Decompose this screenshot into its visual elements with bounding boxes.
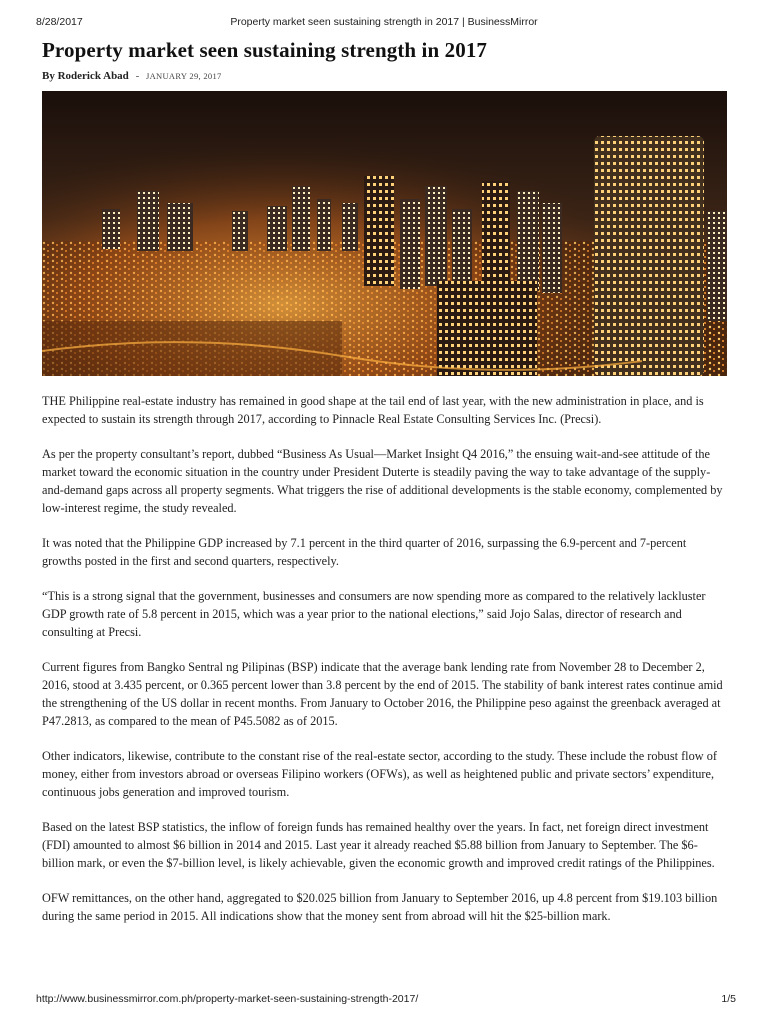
byline-separator: - [135, 70, 140, 82]
print-page-title: Property market seen sustaining strength in 2017 | BusinessMirror [230, 16, 538, 28]
paragraph: Based on the latest BSP statistics, the inflow of foreign funds has remained healthy over the years. In fact, net foreign direct investment (FDI) amounted to almost $6 billion in 2014 and 2015. Last year it already reached $5.88 billion from January to September. The $6-billion mark, or even the $7-billion level, is likely achievable, given the economic growth and improved credit ratings of the Philippines. [42, 820, 715, 870]
article-body [42, 392, 726, 942]
byline [42, 70, 222, 82]
paragraph: OFW remittances, on the other hand, aggregated to $20.025 billion from January to September 2016, up 4.8 percent from $19.103 billion during the same period in 2015. All indications show that the money sent from abroad will hit the $25-billion mark. [42, 891, 718, 923]
print-date: 8/28/2017 [36, 16, 83, 28]
print-header [0, 16, 768, 32]
page-number: 1/5 [721, 993, 736, 1005]
print-footer [0, 993, 768, 1009]
city-skyline-night-photo-icon [42, 91, 727, 376]
publish-date: JANUARY 29, 2017 [145, 71, 222, 81]
paragraph: As per the property consultant’s report, dubbed “Business As Usual—Market Insight Q4 2016,” the ensuing wait-and-see attitude of the market toward the economic situation in the country under President Duterte is steadily paving the way to take advantage of the supply-and-demand gaps across all property segments. What triggers the rise of additional developments is the stable economy, complemented by low-interest regime, the study revealed. [42, 447, 723, 515]
paragraph: THE Philippine real-estate industry has remained in good shape at the tail end of last year, with the new administration in place, and is expected to sustain its strength through 2017, according to Pinnacle Real Estate Consulting Services Inc. (Precsi). [42, 394, 704, 426]
paragraph: “This is a strong signal that the government, businesses and consumers are now spending more as compared to the relatively lackluster GDP growth rate of 5.8 percent in 2015, which was a year prior to the national elections,” said Jojo Salas, director of research and consulting at Precsi. [42, 589, 706, 639]
hero-image [42, 91, 727, 376]
byline-prefix: By [42, 70, 55, 82]
author-link[interactable]: Roderick Abad [57, 70, 129, 82]
article-headline: Property market seen sustaining strength in 2017 [42, 38, 488, 62]
paragraph: Current figures from Bangko Sentral ng Pilipinas (BSP) indicate that the average bank lending rate from November 28 to December 2, 2016, stood at 3.435 percent, or 0.365 percent lower than 3.8 percent by the end of 2015. The stability of bank interest rates continue amid the strengthening of the US dollar in recent months. From January to October 2016, the Philippine peso against the greenback averaged at P47.2813, as compared to the mean of P45.5082 as of 2015. [42, 660, 723, 728]
paragraph: It was noted that the Philippine GDP increased by 7.1 percent in the third quarter of 2016, surpassing the 6.9-percent and 7-percent growths posted in the first and second quarters, respectively. [42, 536, 687, 568]
page-url-link[interactable]: http://www.businessmirror.com.ph/property-market-seen-sustaining-strength-2017/ [36, 993, 419, 1005]
paragraph: Other indicators, likewise, contribute to the constant rise of the real-estate sector, according to the study. These include the robust flow of money, either from investors abroad or overseas Filipino workers (OFWs), as well as heightened public and private sectors’ expenditure, continuous jobs generation and improved tourism. [42, 749, 717, 799]
